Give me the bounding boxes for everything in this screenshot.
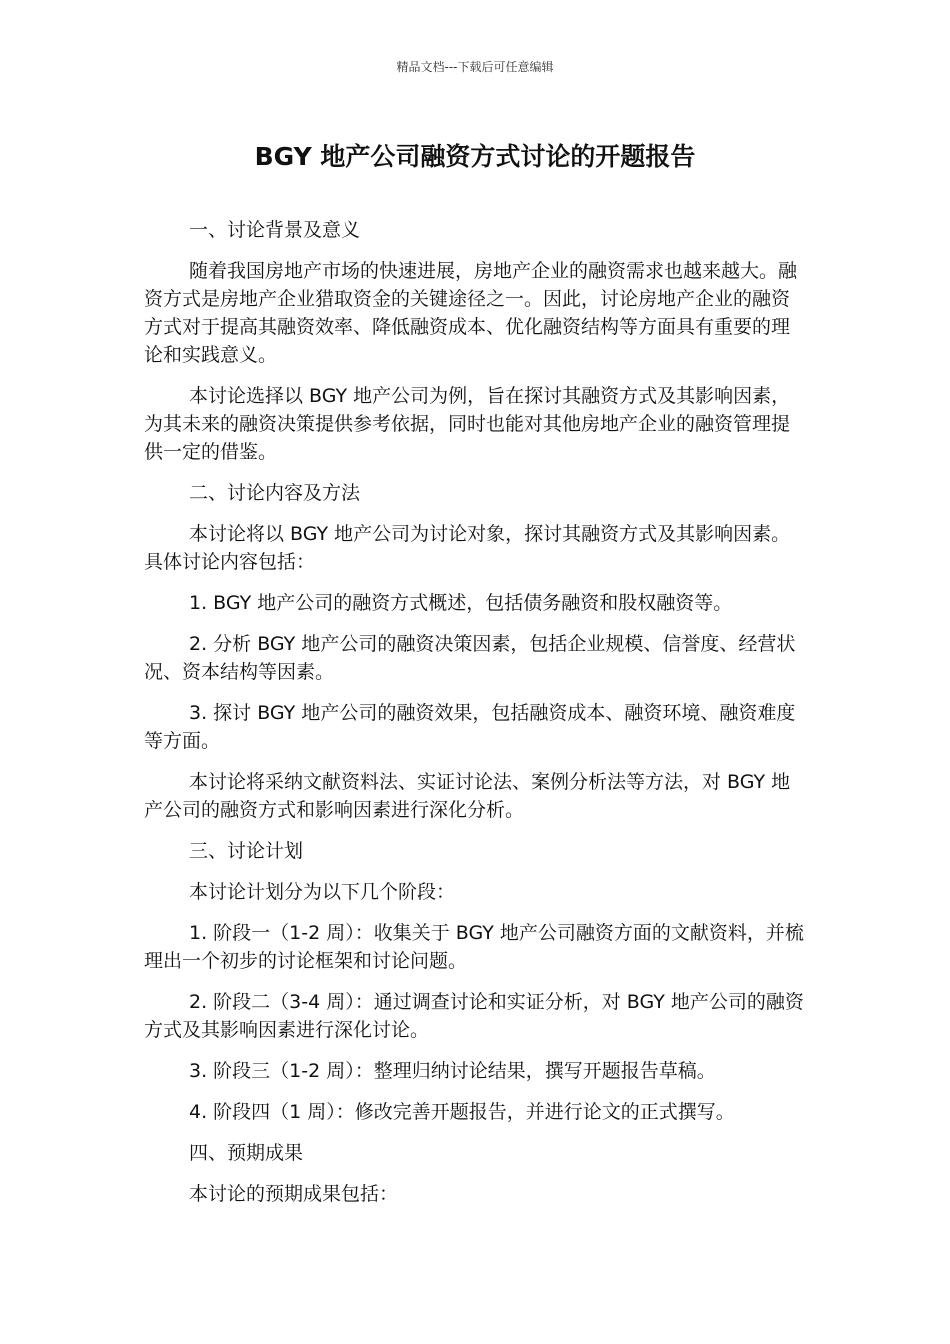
list-item: 2. 分析 BGY 地产公司的融资决策因素，包括企业规模、信誉度、经营状况、资本结构等因素。 (144, 633, 796, 683)
document-body (144, 216, 808, 1221)
paragraph: 本讨论选择以 BGY 地产公司为例，旨在探讨其融资方式及其影响因素，为其未来的融资决策提供参考依据，同时也能对其他房地产企业的融资管理提供一定的借鉴。 (144, 385, 791, 463)
list-item: 1. BGY 地产公司的融资方式概述，包括债务融资和股权融资等。 (189, 592, 733, 614)
list-item: 3. 探讨 BGY 地产公司的融资效果，包括融资成本、融资环境、融资难度等方面。 (144, 702, 796, 752)
section-heading-content-method: 二、讨论内容及方法 (189, 482, 361, 504)
section-heading-expected-results: 四、预期成果 (189, 1142, 304, 1164)
paragraph: 本讨论将以 BGY 地产公司为讨论对象，探讨其融资方式及其影响因素。具体讨论内容包括： (144, 523, 791, 573)
list-item: 3. 阶段三（1-2 周）：整理归纳讨论结果，撰写开题报告草稿。 (189, 1060, 716, 1082)
list-item: 4. 阶段四（1 周）：修改完善开题报告，并进行论文的正式撰写。 (189, 1101, 735, 1123)
document-title: BGY 地产公司融资方式讨论的开题报告 (254, 142, 696, 171)
paragraph: 本讨论的预期成果包括： (189, 1183, 399, 1205)
list-item: 2. 阶段二（3-4 周）：通过调查讨论和实证分析，对 BGY 地产公司的融资方式及其影响因素进行深化讨论。 (144, 991, 804, 1041)
paragraph: 本讨论将采纳文献资料法、实证讨论法、案例分析法等方法，对 BGY 地产公司的融资方式和影响因素进行深化分析。 (144, 771, 791, 821)
page-header: 精品文档---下载后可任意编辑 (396, 60, 554, 74)
section-heading-plan: 三、讨论计划 (189, 840, 304, 862)
section-heading-background: 一、讨论背景及意义 (189, 219, 361, 241)
paragraph: 随着我国房地产市场的快速进展，房地产企业的融资需求也越来越大。融资方式是房地产企业猎取资金的关键途径之一。因此，讨论房地产企业的融资方式对于提高其融资效率、降低融资成本、优化融资结构等方面具有重要的理论和实践意义。 (144, 260, 798, 366)
paragraph: 本讨论计划分为以下几个阶段： (189, 881, 456, 903)
list-item: 1. 阶段一（1-2 周）：收集关于 BGY 地产公司融资方面的文献资料，并梳理出一个初步的讨论框架和讨论问题。 (144, 922, 804, 972)
